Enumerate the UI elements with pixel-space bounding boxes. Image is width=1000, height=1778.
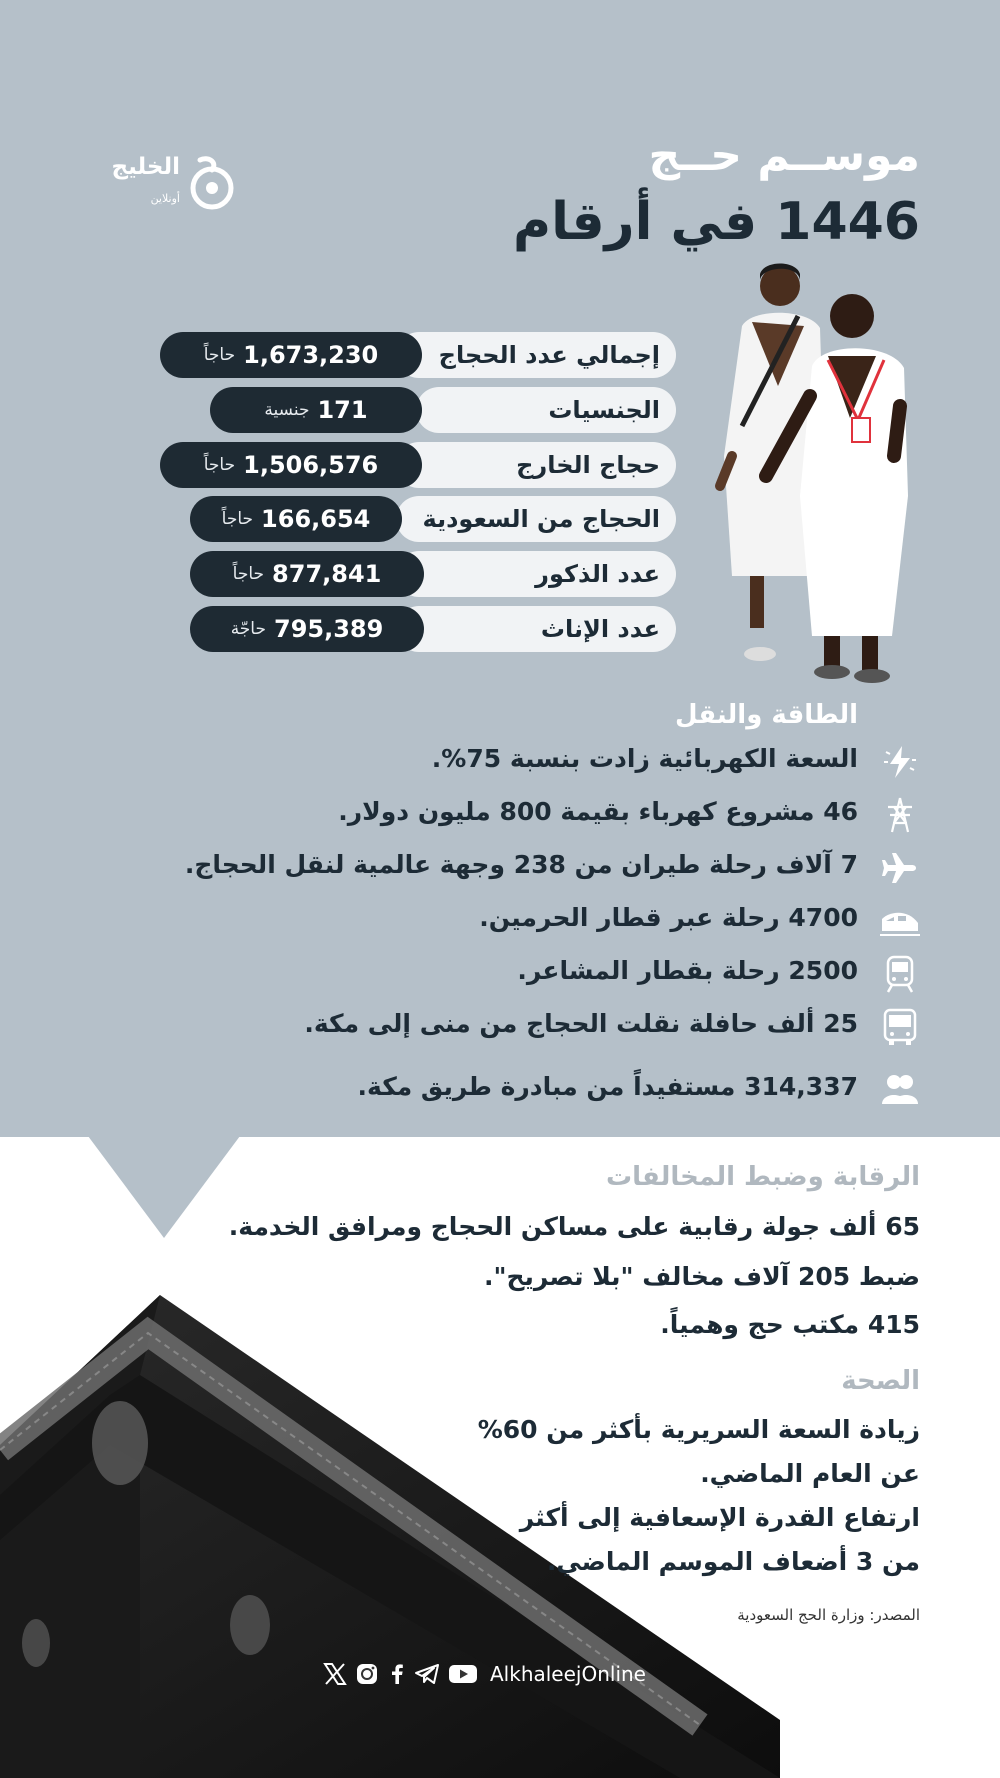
instagram-icon[interactable] [354, 1662, 380, 1686]
energy-heading: الطاقة والنقل [675, 700, 858, 730]
health-item-line: زيادة السعة السريرية بأكثر من 60% [477, 1415, 920, 1444]
power-tower-icon [880, 795, 920, 835]
energy-item [60, 1007, 920, 1047]
energy-item [60, 795, 920, 835]
health-item [478, 1408, 920, 1496]
stat-unit: حاجاً [221, 509, 254, 529]
stat-unit: حاجاً [232, 564, 265, 584]
background-notch [88, 1136, 240, 1238]
stat-row-abroad [160, 442, 676, 488]
logo-mark-icon [182, 152, 238, 214]
health-item-line: ارتفاع القدرة الإسعافية إلى أكثر [519, 1503, 920, 1532]
stat-number: 166,654 [261, 505, 371, 533]
stat-unit: حاجاً [203, 455, 236, 475]
social-handle[interactable]: AlkhaleejOnline [490, 1662, 646, 1686]
stat-label: حجاج الخارج [396, 442, 676, 488]
energy-text: 25 ألف حافلة نقلت الحجاج من منى إلى مكة. [304, 1009, 858, 1038]
stat-unit: حاجاً [203, 345, 236, 365]
energy-text: 2500 رحلة بقطار المشاعر. [517, 956, 858, 985]
stat-number: 877,841 [272, 560, 382, 588]
source-note: المصدر: وزارة الحج السعودية [737, 1606, 920, 1624]
stat-row-nationalities [210, 387, 676, 433]
energy-text: 4700 رحلة عبر قطار الحرمين. [479, 903, 858, 932]
energy-text: 314,337 مستفيداً من مبادرة طريق مكة. [357, 1072, 858, 1101]
stat-unit: جنسية [264, 400, 310, 420]
control-item: 65 ألف جولة رقابية على مساكن الحجاج ومرافق الخدمة. [228, 1212, 920, 1241]
stat-label: الجنسيات [416, 387, 676, 433]
bullet-train-icon [880, 901, 920, 941]
stat-label: عدد الذكور [396, 551, 676, 597]
control-heading: الرقابة وضبط المخالفات [606, 1162, 920, 1192]
health-item-line: من 3 أضعاف الموسم الماضي. [546, 1547, 920, 1576]
telegram-icon[interactable] [414, 1662, 440, 1686]
social-bar [322, 1656, 662, 1692]
health-item-line: عن العام الماضي. [700, 1459, 920, 1488]
stat-pill [190, 551, 424, 597]
lightning-icon [880, 742, 920, 782]
energy-text: 7 آلاف رحلة طيران من 238 وجهة عالمية لنقل الحجاج. [184, 850, 858, 879]
stat-label: إجمالي عدد الحجاج [396, 332, 676, 378]
energy-item [60, 1070, 920, 1110]
stat-unit: حاجّة [230, 619, 266, 639]
energy-item [60, 954, 920, 994]
stat-pill [160, 442, 422, 488]
pilgrims-photo [712, 256, 932, 686]
stat-row-domestic [190, 496, 676, 542]
control-item: 415 مكتب حج وهمياً. [660, 1310, 920, 1339]
stat-number: 1,506,576 [243, 451, 379, 479]
x-icon[interactable] [322, 1662, 348, 1686]
control-item: ضبط 205 آلاف مخالف "بلا تصريح". [483, 1262, 920, 1291]
energy-text: السعة الكهربائية زادت بنسبة 75%. [431, 744, 858, 773]
stat-label: الحجاج من السعودية [396, 496, 676, 542]
stat-pill [190, 606, 424, 652]
stat-pill [160, 332, 422, 378]
stat-number: 795,389 [274, 615, 384, 643]
brand-logo [88, 152, 238, 222]
stat-row-females [190, 606, 676, 652]
metro-train-icon [880, 954, 920, 994]
stat-number: 1,673,230 [243, 341, 379, 369]
health-item [520, 1496, 920, 1584]
bus-icon [880, 1007, 920, 1047]
health-heading: الصحة [841, 1366, 920, 1396]
youtube-icon[interactable] [448, 1662, 478, 1686]
people-icon [880, 1070, 920, 1110]
stat-row-males [190, 551, 676, 597]
title-line-2: 1446 في أرقام [512, 192, 920, 252]
title-line-1: موســم حــج [648, 130, 920, 181]
energy-text: 46 مشروع كهرباء بقيمة 800 مليون دولار. [338, 797, 858, 826]
airplane-icon [880, 848, 920, 888]
brand-name: الخليج [111, 154, 180, 180]
stat-pill [210, 387, 422, 433]
stat-row-total [160, 332, 676, 378]
brand-sub: أونلاين [150, 192, 180, 205]
energy-item [60, 848, 920, 888]
energy-item [60, 901, 920, 941]
energy-item [60, 742, 920, 782]
stat-label: عدد الإناث [396, 606, 676, 652]
facebook-icon[interactable] [384, 1662, 410, 1686]
stat-pill [190, 496, 402, 542]
stat-number: 171 [317, 396, 368, 424]
